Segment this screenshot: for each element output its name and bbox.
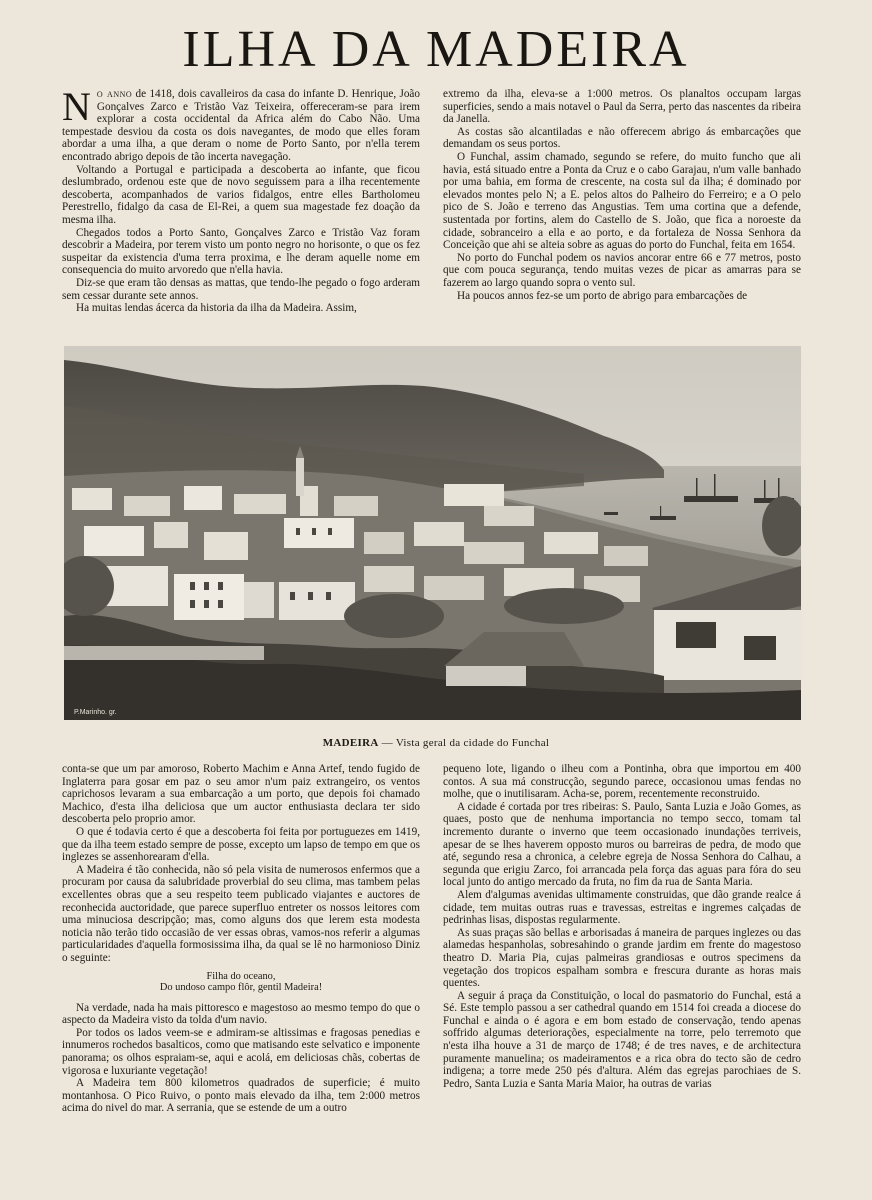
intro-text: de 1418, dois cavalleiros da casa do infante D. Henrique, João Gonçalves Zarco e Tristão Vaz Teixeira, offereceram-se para irem explorar a costa occidental da Africa além do Cabo Não. Uma tempestade desviou da costa os dois navegantes, de modo que elles foram abordar a uma ilha, a que deram o nome de Porto Santo, por n'ella terem encontrado abrigo depois de tão incerta navegação. bbox=[62, 88, 420, 163]
engraver-credit: P.Marinho. gr. bbox=[74, 709, 117, 716]
paragraph: Na verdade, nada ha mais pittoresco e magestoso ao mesmo tempo do que o aspecto da Madeira visto da tolda d'um navio. bbox=[62, 1001, 420, 1027]
verse-line-2: Do undoso campo flôr, gentil Madeira! bbox=[159, 982, 323, 994]
intro-smallcaps: o anno bbox=[96, 88, 133, 100]
paragraph: A Madeira tem 800 kilometros quadrados de superficie; é muito montanhosa. O Pico Ruivo, o ponto mais elevado da ilha, tem 2:000 metros acima do nivel do mar. A serrania, que se estende de um a outro bbox=[62, 1077, 420, 1115]
paragraph: Chegados todos a Porto Santo, Gonçalves Zarco e Tristão Vaz foram descobrir a Madeira, por terem visto um ponto negro no horisonte, o que os fez suspeitar da existencia d'uma terra proxima, e lhe deram aquelle nome em consequencia do muito arvoredo que n'ella havia. bbox=[62, 226, 420, 277]
verse-quote bbox=[62, 971, 420, 994]
paragraph: pequeno lote, ligando o ilheu com a Pontinha, obra que importou em 400 contos. A sua má construcção, segundo parece, occasionou umas fendas no molhe, que o inutilisaram. Acha-se, porem, recentemente reconstruido. bbox=[443, 763, 801, 801]
paragraph: O que é todavia certo é que a descoberta foi feita por portuguezes em 1419, que da ilha teem estado sempre de posse, excepto um lapso de tempo em que os inglezes se assenhorearam d'ella. bbox=[62, 825, 420, 864]
paragraph: Alem d'algumas avenidas ultimamente construidas, que dão grande realce á cidade, tem muitas outras ruas e travessas, estreitas e ingremes calçadas de pedrinhas lisas, dispostas regularmente. bbox=[443, 888, 801, 927]
page-title: ILHA DA MADEIRA bbox=[182, 21, 690, 78]
paragraph: conta-se que um par amoroso, Roberto Machim e Anna Artef, tendo fugido de Inglaterra para gosar em paz o seu amor n'um paiz extrangeiro, os ventos caprichosos levaram a sua embarcação a um porto, que depois foi chamado Machico, d'esta ilha deliciosa que um auctor enthusiasta declara ter sido descoberta pelo proprio amor. bbox=[62, 763, 420, 826]
paragraph: Diz-se que eram tão densas as mattas, que tendo-lhe pegado o fogo arderam sem cessar durante sete annos. bbox=[62, 276, 420, 302]
caption-bold: MADEIRA bbox=[322, 737, 379, 749]
photo-caption bbox=[0, 737, 872, 749]
paragraph: Por todos os lados veem-se e admiram-se altissimas e fragosas penedias e innumeros rochedos basalticos, como que matisando este selvatico e imponente panorama; os olhos espraiam-se, aqui e acolá, em deliciosas chãs, cobertas de vigorosa e luxuriante vegetação! bbox=[62, 1026, 420, 1077]
paragraph: A Madeira é tão conhecida, não só pela visita de numerosos enfermos que a procuram por causa da salubridade proverbial do seu clima, mas tambem pelas excellentes obras que a seu respeito teem publicado viajantes e auctores de reconhecida auctoridade, que parece superfluo entreter os nossos leitores com uma minuciosa descripção; mas, como alguns dos que lerem esta modesta noticia não terão tido occasião de ver essas obras, vamos-nos referir a algumas particularidades d'aquella formosissima ilha, da qual se lê no harmonioso Diniz o seguinte: bbox=[62, 863, 420, 964]
intro-paragraph bbox=[62, 84, 420, 164]
paragraph: A cidade é cortada por tres ribeiras: S. Paulo, Santa Luzia e João Gomes, as quaes, posto que de nenhuma importancia no tempo secco, tomam tal incremento durante o inverno que teem occasionado inundações terriveis, apesar de se lhes haverem opposto muros ou barreiras de pedra, de modo que até, segundo resa a chronica, a celebre egreja de Nossa Senhora do Calhau, a segunda que erigiu Zarco, foi arrancada pela força das aguas para fóra do seu local junto do antigo mercado da fruta, no fim da rua de Santa Maria. bbox=[443, 800, 801, 889]
caption-text: — Vista geral da cidade do Funchal bbox=[378, 737, 550, 749]
funchal-photograph bbox=[64, 346, 801, 720]
paragraph: O Funchal, assim chamado, segundo se refere, do muito funcho que ali havia, está situado entre a Ponta da Cruz e o cabo Garajau, n'um valle banhado por uma bahia, em forma de crescente, na costa sul da ilha; é dominado por elevados montes pelo N; a E. pelos altos do Palheiro do Ferreiro; e a O pelo pico de S. João e terreno das Angustias. Tem uma cortina que a defende, sustentada por fortins, alem do Castello de S. João, que fica a noroeste da cidade, sobranceiro a ella e ao porto, e da fortaleza de Nossa Senhora da Conceição que ahi se alteia sobre as aguas do porto do Funchal, feita em 1654. bbox=[443, 150, 801, 252]
column-3 bbox=[62, 763, 420, 1115]
paragraph: Voltando a Portugal e participada a descoberta ao infante, que ficou deslumbrado, ordenou este que de novo seguissem para a ilha recentemente descoberta, acompanhados de varios fidalgos, entre elles Bartholomeu Perestrello, fidalgo da casa de El-Rei, a quem sua magestade fez doação da mesma ilha. bbox=[62, 163, 420, 226]
photo-illustration bbox=[64, 346, 801, 720]
column-2 bbox=[443, 88, 801, 302]
paragraph: extremo da ilha, eleva-se a 1:000 metros. Os planaltos occupam largas superficies, sendo a mais notavel o Paul da Serra, perto das nascentes da ribeira da Janella. bbox=[443, 88, 801, 126]
paragraph: A seguir á praça da Constituição, o local do pasmatorio do Funchal, está a Sé. Este templo passou a ser cathedral quando em 1514 foi creada a diocese do Funchal e ainda o é agora e em bom estado de conservação, tendo apenas soffrido algumas deteriorações, especialmente na torre, pelo terremoto que n'esta ilha houve a 31 de março de 1748; é de tres naves, e de architectura puramente manuelina; os madeiramentos e a rica obra do tecto são de cedro indigena; a torre mede 250 pés d'altura. Além das egrejas parochiaes de S. Pedro, Santa Luzia e Santa Maria Maior, ha outras de varias bbox=[443, 989, 801, 1090]
paragraph: Ha muitas lendas ácerca da historia da ilha da Madeira. Assim, bbox=[76, 302, 357, 315]
drop-cap: N bbox=[62, 84, 91, 129]
column-1 bbox=[62, 84, 420, 315]
paragraph: As suas praças são bellas e arborisadas á maneira de parques inglezes ou das alamedas hespanholas, sobresahindo o grande jardim em frente do magestoso theatro D. Maria Pia, cujas palmeiras grandiosas e outros specimens da vegetação dos tropicos espalham sombra e frescura durante as horas mais quentes. bbox=[443, 926, 801, 990]
verse-line-1: Filha do oceano, bbox=[206, 970, 276, 982]
paragraph: No porto do Funchal podem os navios ancorar entre 66 e 77 metros, posto que com pouca segurança, tendo muitas vezes de picar as amarras para se fazerem ao largo quando sopra o vento sul. bbox=[443, 251, 801, 289]
paragraph: As costas são alcantiladas e não offerecem abrigo ás embarcações que demandam os seus portos. bbox=[443, 125, 801, 151]
column-4 bbox=[443, 763, 801, 1090]
paragraph: Ha poucos annos fez-se um porto de abrigo para embarcações de bbox=[457, 289, 748, 302]
